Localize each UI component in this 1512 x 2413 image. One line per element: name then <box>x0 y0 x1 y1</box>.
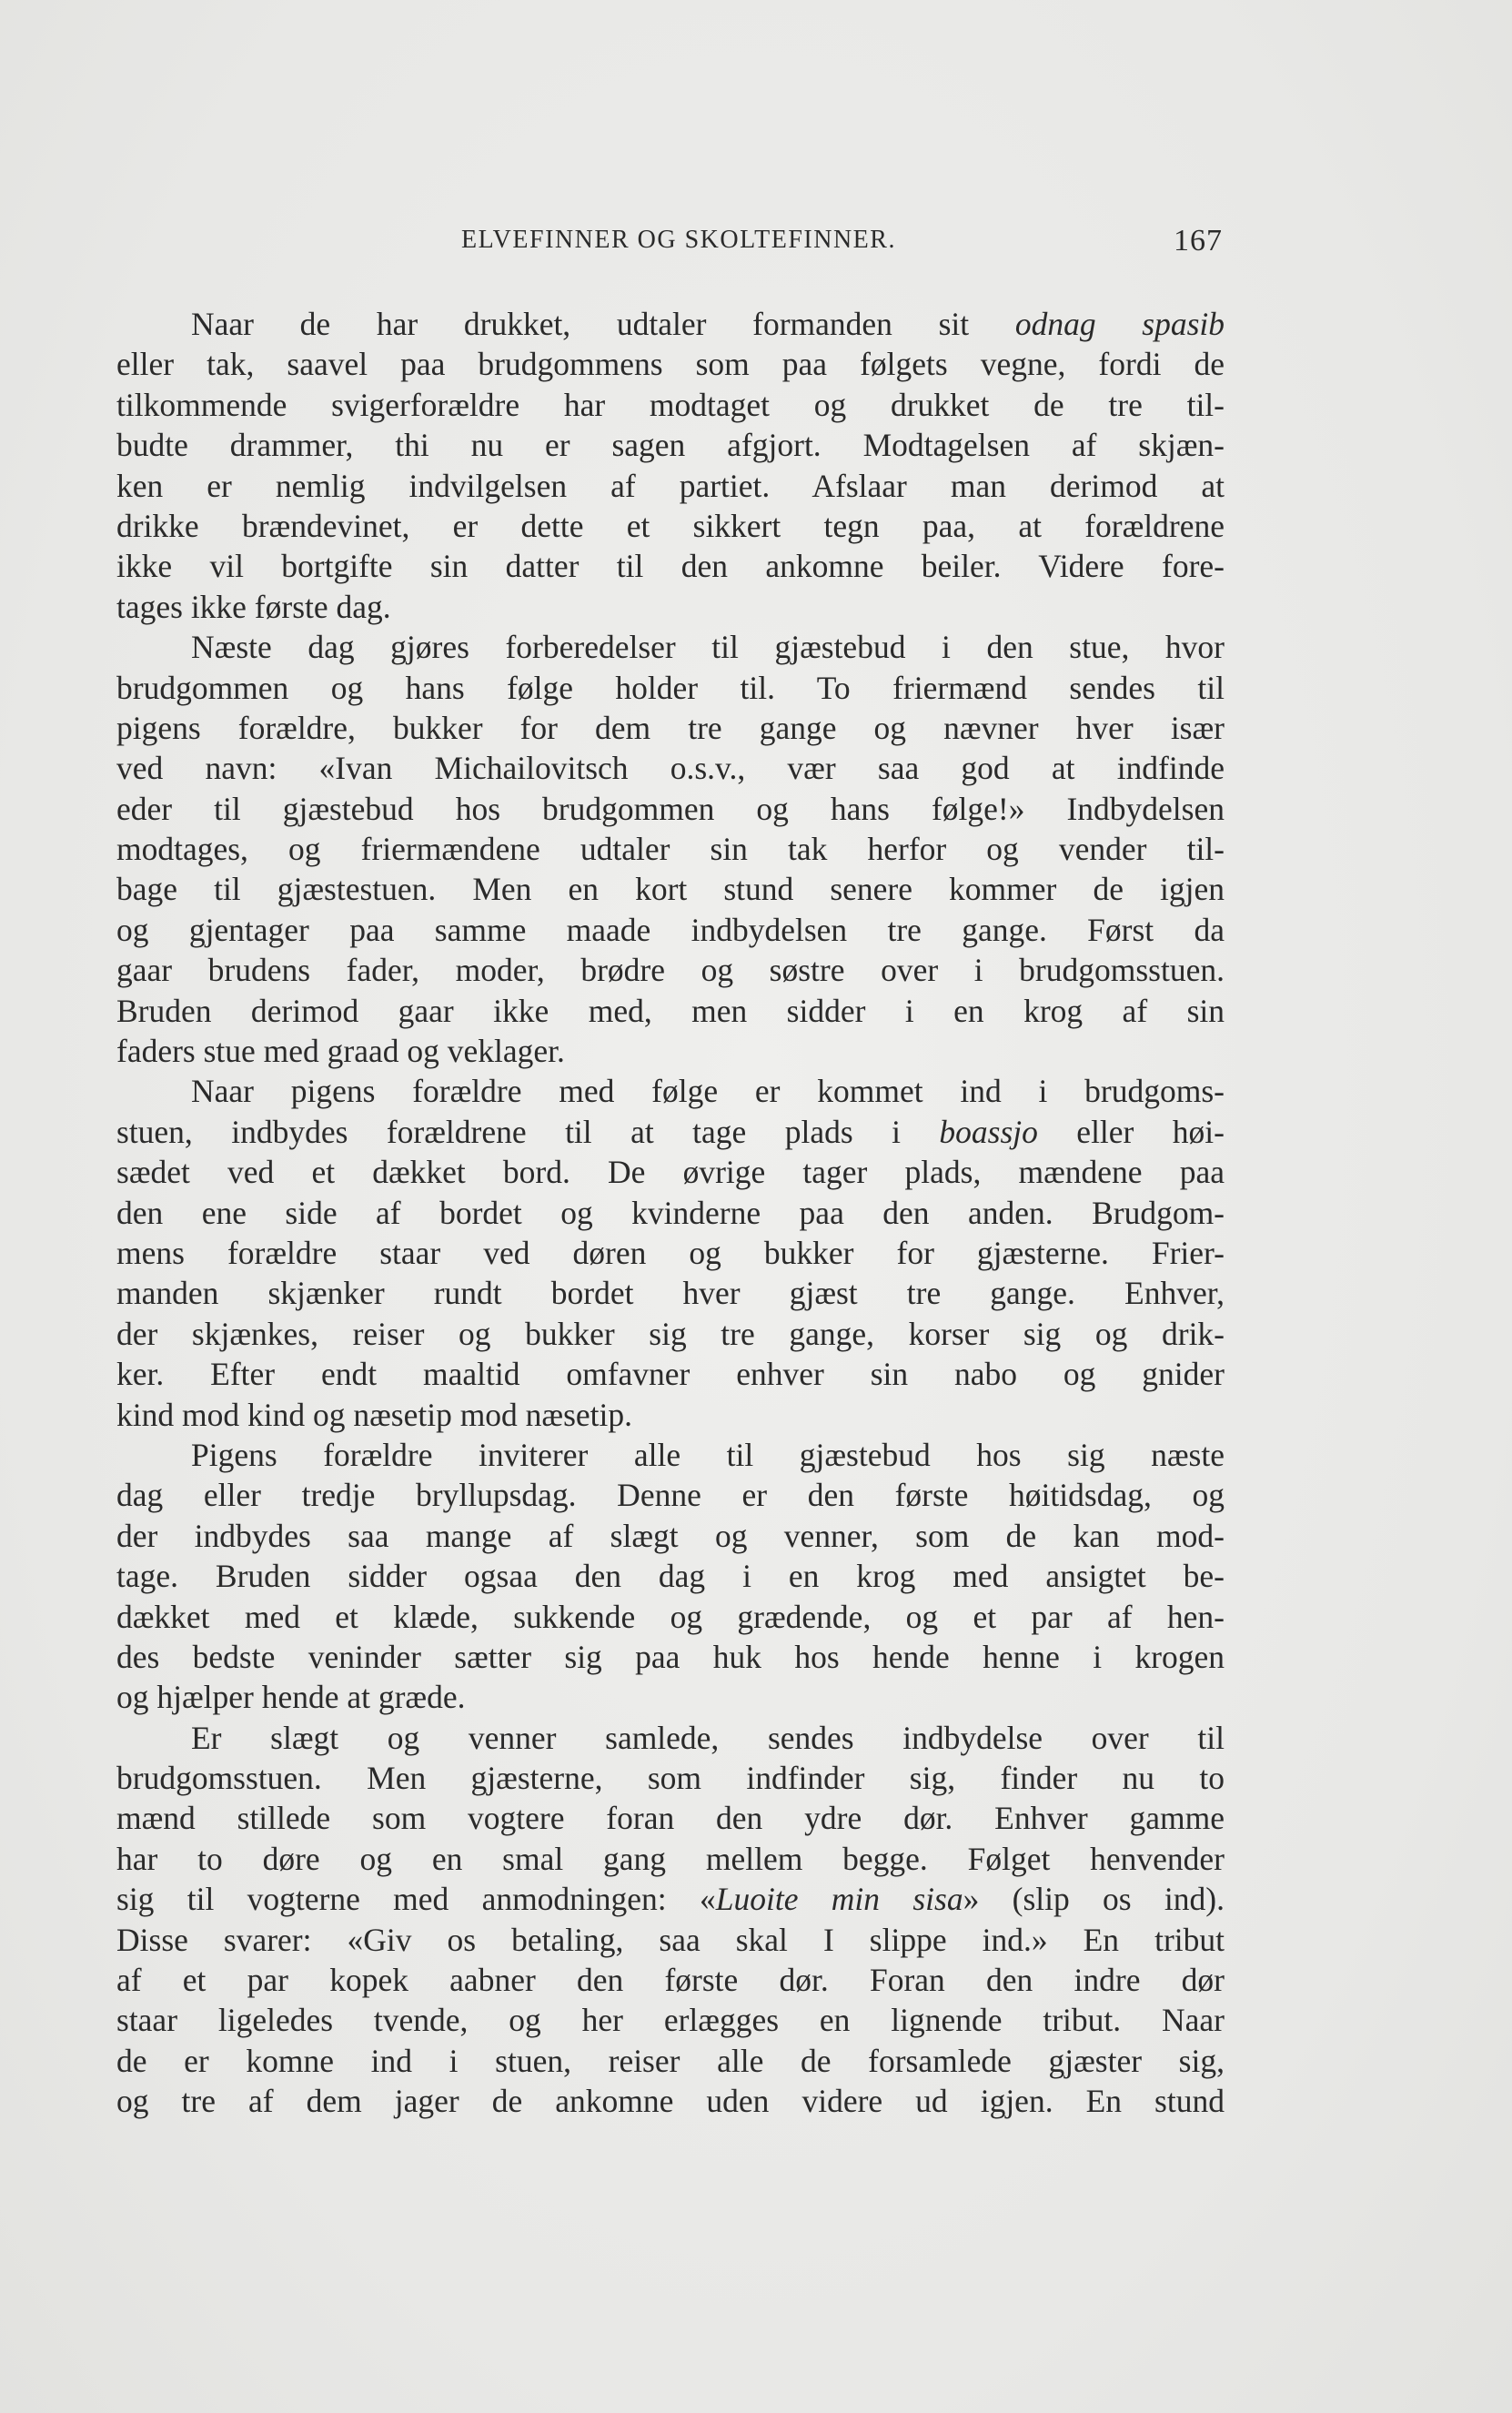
text-line: af et par kopek aabner den første dør. Foran den indre dør <box>116 1962 1225 1999</box>
text-line: Naar de har drukket, udtaler formanden sit odnag spasib <box>191 306 1225 342</box>
text-line: Bruden derimod gaar ikke med, men sidder i en krog af sin <box>116 992 1225 1029</box>
running-head <box>116 226 1223 266</box>
text-line: modtages, og friermændene udtaler sin tak herfor og vender til- <box>116 831 1225 868</box>
text-line: stuen, indbydes forældrene til at tage plads i boassjo eller høi- <box>116 1113 1225 1150</box>
text-line: tages ikke første dag. <box>116 588 391 625</box>
body-text <box>116 304 1225 2122</box>
text-line: og gjentager paa samme maade indbydelsen tre gange. Først da <box>116 911 1225 948</box>
text-line: Disse svarer: «Giv os betaling, saa skal I slippe ind.» En tribut <box>116 1921 1225 1958</box>
text-line: bage til gjæstestuen. Men en kort stund senere kommer de igjen <box>116 871 1225 908</box>
running-title: ELVEFINNER OG SKOLTEFINNER. <box>461 226 896 254</box>
text-line: dag eller tredje bryllupsdag. Denne er den første høitidsdag, og <box>116 1477 1225 1514</box>
text-line: har to døre og en smal gang mellem begge. Følget henvender <box>116 1840 1225 1877</box>
text-line: dækket med et klæde, sukkende og grædende, og et par af hen- <box>116 1598 1225 1635</box>
text-line: kind mod kind og næsetip mod næsetip. <box>116 1396 633 1433</box>
text-line: drikke brændevinet, er dette et sikkert tegn paa, at forældrene <box>116 507 1225 544</box>
text-line: gaar brudens fader, moder, brødre og søstre over i brudgomsstuen. <box>116 952 1225 989</box>
text-line: ken er nemlig indvilgelsen af partiet. Afslaar man derimod at <box>116 467 1225 504</box>
text-line: og tre af dem jager de ankomne uden videre ud igjen. En stund <box>116 2083 1225 2120</box>
text-line: brudgomsstuen. Men gjæsterne, som indfinder sig, finder nu to <box>116 1760 1225 1797</box>
text-line: og hjælper hende at græde. <box>116 1679 466 1716</box>
text-line: eller tak, saavel paa brudgommens som paa følgets vegne, fordi de <box>116 346 1225 383</box>
text-line: tage. Bruden sidder ogsaa den dag i en krog med ansigtet be- <box>116 1558 1225 1595</box>
text-line: ker. Efter endt maaltid omfavner enhver sin nabo og gnider <box>116 1356 1225 1393</box>
text-line: tilkommende svigerforældre har modtaget og drukket de tre til- <box>116 386 1225 423</box>
page-number: 167 <box>1174 224 1223 257</box>
text-line: den ene side af bordet og kvinderne paa den anden. Brudgom- <box>116 1194 1225 1231</box>
text-line: sædet ved et dækket bord. De øvrige tager plads, mændene paa <box>116 1154 1225 1191</box>
text-line: mænd stillede som vogtere foran den ydre dør. Enhver gamme <box>116 1800 1225 1837</box>
text-line: Pigens forældre inviterer alle til gjæstebud hos sig næste <box>191 1436 1225 1473</box>
italic-term: Luoite min sisa <box>715 1881 963 1918</box>
text-line: der skjænkes, reiser og bukker sig tre gange, korser sig og drik- <box>116 1315 1225 1352</box>
text-line: mens forældre staar ved døren og bukker for gjæsterne. Frier- <box>116 1234 1225 1271</box>
italic-term: odnag spasib <box>1014 306 1225 342</box>
text-line: ved navn: «Ivan Michailovitsch o.s.v., vær saa god at indfinde <box>116 750 1225 787</box>
text-line: der indbydes saa mange af slægt og venner, som de kan mod- <box>116 1517 1225 1554</box>
text-line: manden skjænker rundt bordet hver gjæst tre gange. Enhver, <box>116 1275 1225 1312</box>
text-line: faders stue med graad og veklager. <box>116 1033 565 1070</box>
text-line: ikke vil bortgifte sin datter til den ankomne beiler. Videre fore- <box>116 548 1225 585</box>
text-line: brudgommen og hans følge holder til. To friermænd sendes til <box>116 669 1225 706</box>
text-line: Er slægt og venner samlede, sendes indbydelse over til <box>191 1719 1225 1756</box>
text-line: de er komne ind i stuen, reiser alle de forsamlede gjæster sig, <box>116 2042 1225 2079</box>
text-line: budte drammer, thi nu er sagen afgjort. Modtagelsen af skjæn- <box>116 427 1225 464</box>
text-line: staar ligeledes tvende, og her erlægges en lignende tribut. Naar <box>116 2002 1225 2039</box>
text-line: sig til vogterne med anmodningen: «Luoite min sisa» (slip os ind). <box>116 1881 1225 1918</box>
text-line: eder til gjæstebud hos brudgommen og hans følge!» Indbydelsen <box>116 790 1225 827</box>
text-line: pigens forældre, bukker for dem tre gange og nævner hver især <box>116 709 1225 746</box>
text-line: Naar pigens forældre med følge er kommet ind i brudgoms- <box>191 1073 1225 1110</box>
text-line: Næste dag gjøres forberedelser til gjæstebud i den stue, hvor <box>191 629 1225 666</box>
text-line: des bedste veninder sætter sig paa huk hos hende henne i krogen <box>116 1638 1225 1675</box>
italic-term: boassjo <box>939 1113 1038 1150</box>
